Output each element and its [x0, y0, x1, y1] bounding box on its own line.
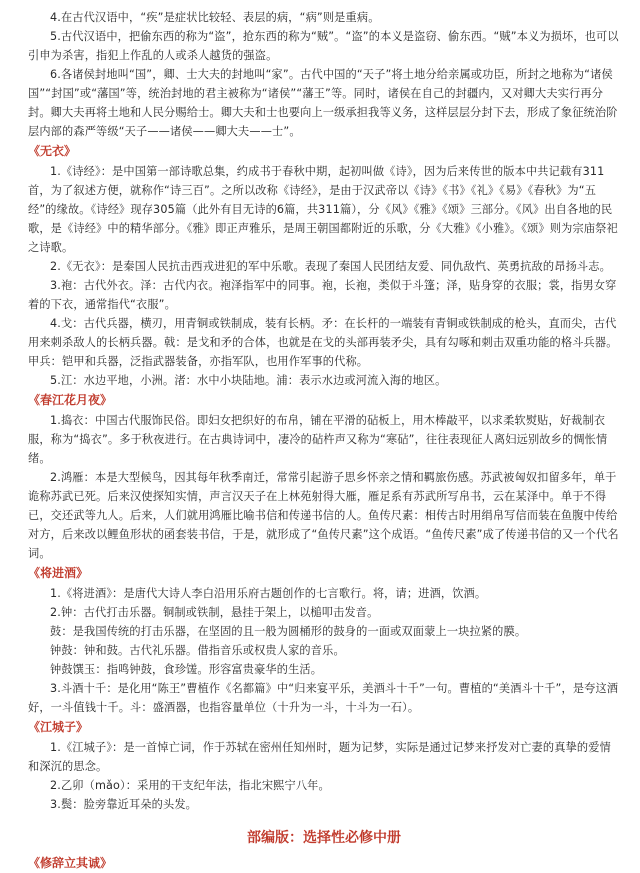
section-chunjiang [28, 391, 620, 563]
paragraph: 2.《无衣》：是秦国人民抗击西戎进犯的军中乐歌。表现了秦国人民团结友爱、同仇敌忾、英勇抗敌的昂扬斗志。 [50, 260, 611, 273]
paragraph: 1.《江城子》：是一首悼亡词，作于苏轼在密州任知州时，题为记梦，实际是通过记梦来抒发对亡妻的真挚的爱情和深沉的思念。 [28, 741, 611, 773]
paragraph: 1.捣衣：中国古代服饰民俗。即妇女把织好的布帛，铺在平滑的砧板上，用木棒敲平，以求柔软熨贴，好裁制衣服，称为“捣衣”。多于秋夜进行。在古典诗词中，凄冷的砧杵声又称为“寒砧”，往往表现征人离妇远别故乡的惆怅情绪。 [28, 414, 608, 465]
part-title: 部编版：选择性必修中册 [247, 830, 401, 846]
intro-block [28, 8, 620, 141]
paragraph: 3.袍：古代外衣。泽：古代内衣。袍泽指军中的同事。袍，长袍，类似于斗篷；泽，贴身穿的衣服；裳，指男女穿着的下衣，通常指代“衣服”。 [28, 279, 617, 311]
paragraph: 3.斗酒十千：是化用“陈王”曹植作《名都篇》中“归来宴平乐，美酒斗十千”一句。曹植的“美酒斗十千”，是夸这酒好，一斗值钱十千。斗：盛酒器，也指容量单位（十升为一斗，十斗为一石）。 [28, 682, 619, 714]
paragraph: 钟鼓馔玉：指鸣钟鼓，食珍馐。形容富贵豪华的生活。 [50, 663, 323, 676]
section-heading: 《江城子》 [28, 720, 89, 734]
paragraph: 2.鸿雁：本是大型候鸟，因其每年秋季南迁，常常引起游子思乡怀亲之情和羁旅伤感。苏武被匈奴扣留多年，单于诡称苏武已死。后来汉使探知实情，声言汉天子在上林苑射得大雁，雁足系有苏武所写帛书，云在某泽中。单于不得已，交还武等九人。后来，人们就用鸿雁比喻书信和传递书信的人。鱼传尺素：相传古时用绢帛写信而装在鱼腹中传给对方，后来改以鲤鱼形状的函套装书信，于是，就形成了“鱼传尺素”这个成语。“鱼传尺素”成了传递书信的又一个代名词。 [28, 471, 619, 560]
section-jiangchengzi [28, 718, 620, 814]
paragraph: 6.各诸侯封地叫“国”，卿、士大夫的封地叫“家”。古代中国的“天子”将土地分给亲属或功臣，所封之地称为“诸侯国”“封国”或“藩国”等，统治封地的君主被称为“诸侯”“藩王”等。同时，诸侯在自己的封疆内，又对卿大夫实行再分封。卿大夫再将土地和人民分赐给士。卿大夫和士也要向上一级承担我等义务，这样层层分封下去，形成了象征统治阶层内部的森严等级“天子——诸侯——卿大夫——士”。 [28, 68, 618, 138]
section-heading: 《修辞立其诚》 [28, 856, 113, 870]
paragraph: 5.江：水边平地，小洲。渚：水中小块陆地。浦：表示水边或河流入海的地区。 [50, 374, 447, 387]
paragraph: 2.钟：古代打击乐器。铜制或铁制，悬挂于架上，以槌叩击发音。 [50, 606, 379, 619]
section-heading: 《将进酒》 [28, 566, 89, 580]
section-heading: 《无衣》 [28, 144, 77, 158]
paragraph: 鼓：是我国传统的打击乐器，在坚固的且一般为圆桶形的鼓身的一面或双面蒙上一块拉紧的膜。 [50, 625, 527, 638]
section-heading: 《春江花月夜》 [28, 393, 113, 407]
paragraph: 1.《将进酒》：是唐代大诗人李白沿用乐府古题创作的七言歌行。将，请；进酒，饮酒。 [50, 587, 487, 600]
paragraph: 4.戈：古代兵器，横刃，用青铜或铁制成，装有长柄。矛：在长杆的一端装有青铜或铁制成的枪头，直而尖，古代用来刺杀敌人的长柄兵器。戟：是戈和矛的合体，也就是在戈的头部再装矛尖，具有勾啄和刺击双重功能的格斗兵器。甲兵：铠甲和兵器，泛指武器装备，亦指军队，也用作军事的代称。 [28, 317, 618, 368]
paragraph: 5.古代汉语中，把偷东西的称为“盗”，抢东西的称为“贼”。“盗”的本义是盗窃、偷东西。“贼”本义为损坏，也可以引申为杀害，指犯上作乱的人或杀人越货的强盗。 [28, 30, 619, 62]
paragraph: 钟鼓：钟和鼓。古代礼乐器。借指音乐或权贵人家的音乐。 [50, 644, 345, 657]
section-jiangjinjiu [28, 564, 620, 717]
section-wuyi [28, 142, 620, 390]
paragraph: 2.乙卯（mǎo）：采用的干支纪年法，指北宋熙宁八年。 [50, 779, 330, 792]
paragraph: 1.《诗经》：是中国第一部诗歌总集，约成书于春秋中期，起初叫做《诗》，因为后来传世的版本中共记载有311首，为了叙述方便，就称作“诗三百”。之所以改称《诗经》，是由于汉武帝以《诗》《书》《礼》《易》《春秋》为“五经”的缘故。《诗经》现存305篇（此外有目无诗的6篇，共311篇），分《风》《雅》《颂》三部分。《风》出自各地的民歌，是《诗经》中的精华部分。《雅》即正声雅乐，是周王朝国都附近的乐歌，分《大雅》《小雅》。《颂》则为宗庙祭祀之诗歌。 [28, 165, 618, 254]
paragraph: 3.鬓：脸旁靠近耳朵的头发。 [50, 798, 198, 811]
paragraph: 4.在古代汉语中，“疾”是症状比较轻、表层的病，“病”则是重病。 [50, 11, 380, 24]
